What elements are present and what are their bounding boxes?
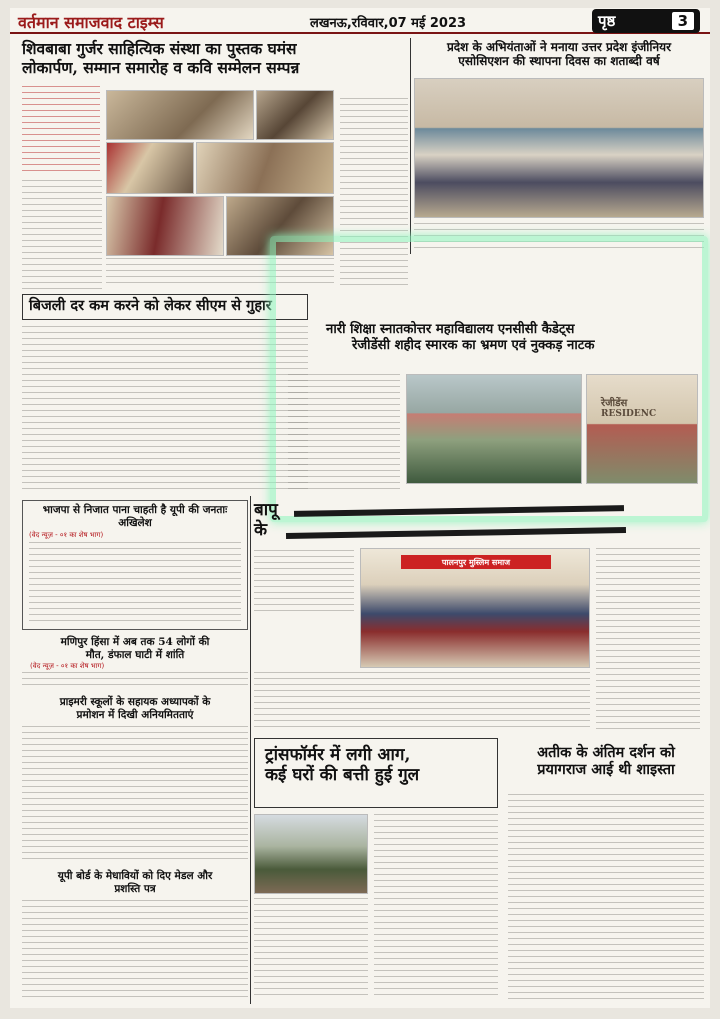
bapu-text [254,550,354,612]
ncc-headline-line1: नारी शिक्षा स्नातकोत्तर महाविद्यालय एनसीसी कैडेट्स [326,322,575,337]
bapu-headline-line1: बापू [254,500,278,520]
bapu-side-text [596,548,700,732]
upboard-headline [22,870,248,895]
shivbaba-headline-line1: शिवबाबा गुर्जर साहित्यिक संस्था का पुस्तक घमंस [22,39,297,58]
transformer-text-2 [374,814,498,1000]
upboard-text [22,900,248,1000]
sanstha-banner: पालनपुर मुस्लिम समाज [401,555,551,569]
engineer-photo [414,78,704,218]
shivbaba-photo-3 [106,142,194,194]
column-rule [410,38,411,254]
highlight-frame [270,236,708,522]
masthead [10,8,710,34]
manipur-tag: (वेद न्यूज़ - ०१ का शेष भाग) [30,662,105,670]
transformer-headline-line2: कई घरों की बत्ती हुई गुल [265,765,420,786]
residency-sign-hindi: रेजीडेंस [601,398,628,409]
shivbaba-photo-1 [106,90,254,140]
publication-name: वर्तमान समाजवाद टाइम्स [18,13,164,32]
bapu-headline [254,500,278,541]
manipur-text [22,672,248,690]
upboard-headline-line2: प्रशस्ति पत्र [114,882,156,895]
transformer-headline [254,738,498,808]
upboard-headline-line1: यूपी बोर्ड के मेधावियों को दिए मेडल और [57,870,213,882]
bijli-headline: बिजली दर कम करने को लेकर सीएम से गुहार [22,294,308,320]
engineer-headline-line1: प्रदेश के अभियंताओं ने मनाया उत्तर प्रदेश इंजीनियर [446,40,672,54]
page-label: पृष्ठ [598,12,616,30]
dateline: लखनऊ,रविवार,07 मई 2023 [310,16,467,31]
primary-headline-line2: प्रमोशन में दिखी अनियमितताएं [76,708,194,721]
manipur-headline [22,636,248,661]
column-rule-2 [250,496,251,1004]
bjp-text [29,542,241,622]
manipur-headline-line2: मौत, डंफाल घाटी में शांति [85,648,185,661]
ncc-headline-line2: रेजीडेंसी शहीद स्मारक का भ्रमण एवं नुक्कड़ नाटक [352,337,595,353]
atiq-headline-line1: अतीक के अंतिम दर्शन को [537,744,675,761]
redaction-stroke-2 [286,527,626,539]
shivbaba-headline-line2: लोकार्पण, सम्मान समारोह व कवि सम्मेलन सम्पन्न [22,57,300,77]
bijli-text [22,326,308,492]
shivbaba-intro-text [22,86,100,176]
shivbaba-photo-2 [256,90,334,140]
shivbaba-photo-4 [196,142,334,194]
atiq-headline [508,744,704,779]
bjp-headline [23,504,247,529]
newspaper-page [10,8,710,1008]
manipur-headline-line1: मणिपुर हिंसा में अब तक 54 लोगों की [60,636,210,648]
bapu-headline-line2: के [254,520,268,541]
transformer-headline-line1: ट्रांसफॉर्मर में लगी आग, [265,745,411,765]
bjp-tag: (वेद न्यूज़ - ०१ का शेष भाग) [29,531,104,540]
page-number-tag [592,9,700,33]
shivbaba-text-col1 [22,180,102,290]
engineer-headline-line2: एसोसिएशन की स्थापना दिवस का शताब्दी वर्ष [458,54,660,69]
atiq-headline-line2: प्रयागराज आई थी शाइस्ता [537,761,675,779]
shivbaba-headline [22,40,407,77]
bjp-box [22,500,248,630]
engineer-headline [414,40,704,69]
residency-sign-english: RESIDENC [601,409,657,419]
page-number: 3 [672,12,694,30]
bjp-headline-line2: अखिलेश [118,516,152,529]
bapu-photo [360,548,590,668]
primary-headline [22,696,248,721]
bapu-text-bottom [254,672,590,732]
transformer-photo [254,814,368,894]
atiq-text [508,794,704,1000]
transformer-text-1 [254,898,368,1000]
bjp-headline-line1: भाजपा से निजात पाना चाहती है यूपी की जनताः [42,504,228,516]
primary-text [22,726,248,864]
primary-headline-line1: प्राइमरी स्कूलों के सहायक अध्यापकों के [59,696,211,708]
shivbaba-photo-5 [106,196,224,256]
